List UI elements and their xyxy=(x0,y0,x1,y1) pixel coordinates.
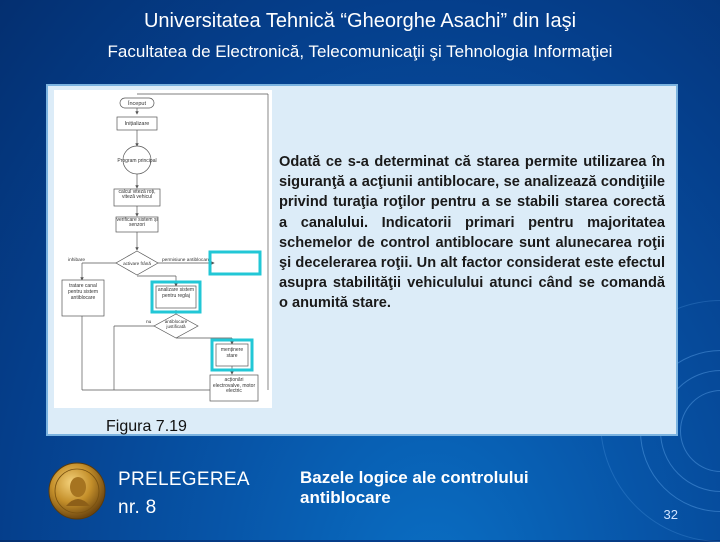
flow-main-program-label: Program principal xyxy=(117,158,157,164)
flow-init-label: Inițializare xyxy=(124,121,150,127)
flow-decision-brake-label: activare frână xyxy=(123,261,151,266)
flow-no-label: nu xyxy=(146,320,152,325)
flow-compute-label: calcul viteză roți, viteză vehicul xyxy=(118,189,156,201)
lecture-topic: Bazele logice ale controlului antiblocare xyxy=(300,468,529,507)
flow-highlight-permission xyxy=(210,252,260,274)
flow-decision-antilock-label: antiblocare justificată xyxy=(164,319,188,329)
flow-start-label: Început xyxy=(127,101,147,107)
university-seal-icon xyxy=(48,462,106,520)
figure-caption: Figura 7.19 xyxy=(106,418,187,435)
faculty-title: Facultatea de Electronică, Telecomunicaţii şi Tehnologia Informaţiei xyxy=(107,42,613,61)
description-paragraph: Odată ce s-a determinat că starea permite utilizarea în siguranţă a acţiunii antiblocare, se analizează condiţiile privind turaţia roţilor pentru a se stabili starea corectă a canalului. Indicatorii primari pentru majoritatea schemelor de control antiblocare sunt alunecarea roţii şi decelerarea roţii. Un alt factor considerat este efectul asupra stabilităţii vehiculului atunci când se comandă o anumită stare. xyxy=(279,154,665,312)
lecture-label: PRELEGEREA nr. 8 xyxy=(118,469,250,518)
flow-inhibit-label: inhibare xyxy=(68,258,86,263)
flow-permission-label: permisiune antiblocare xyxy=(162,258,211,263)
flowchart xyxy=(54,90,272,408)
flow-actuate-label: acționări electrovalve, motor electric xyxy=(212,377,256,395)
university-title: Universitatea Tehnică “Gheorghe Asachi” din Iaşi xyxy=(143,10,577,32)
flow-hold-label: menținere stare xyxy=(220,347,244,359)
content-panel xyxy=(46,84,678,436)
flow-analyze-label: analizare sistem pentru reglaj xyxy=(157,287,195,299)
flow-verify-label: verificare sistem și senzori xyxy=(116,217,158,229)
flow-release-label: tratare canal pentru sistem antiblocare xyxy=(67,283,98,301)
slide-number: 32 xyxy=(663,507,678,522)
